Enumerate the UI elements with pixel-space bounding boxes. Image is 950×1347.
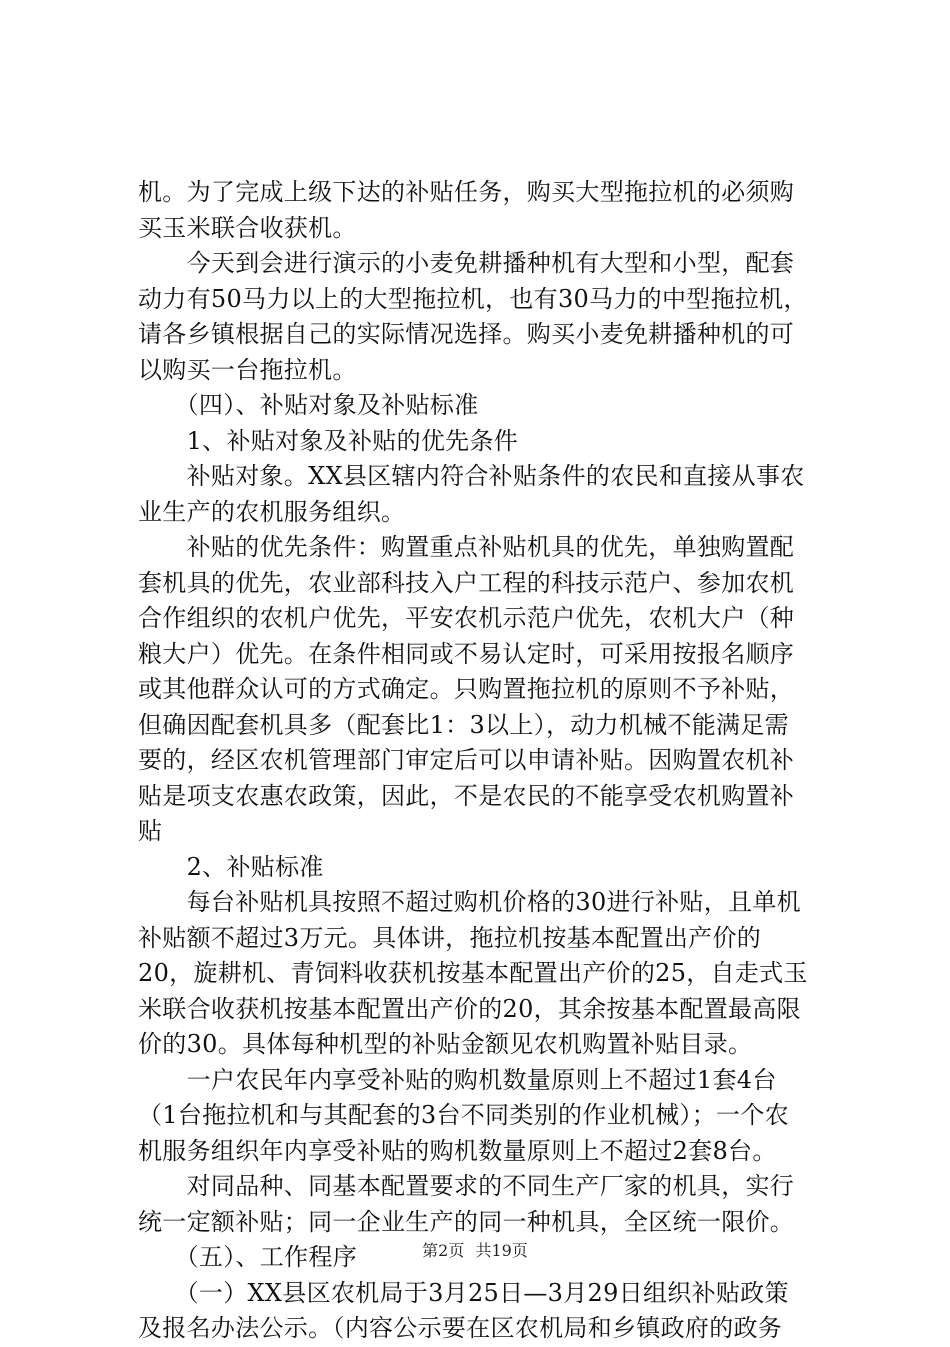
text-line: 价的30。具体每种机型的补贴金额见农机购置补贴目录。 bbox=[138, 1030, 753, 1058]
text-line: （一）XX县区农机局于3月25日—3月29日组织补贴政策 bbox=[138, 1278, 789, 1307]
page-total: 共19页 bbox=[475, 1241, 528, 1260]
text-line: 要的，经区农机管理部门审定后可以申请补贴。因购置农机补 bbox=[138, 746, 795, 774]
text-line: 业生产的农机服务组织。 bbox=[138, 497, 406, 526]
text-line: （1台拖拉机和与其配套的3台不同类别的作业机械）；一个农 bbox=[138, 1101, 789, 1129]
text-line: 一户农民年内享受补贴的购机数量原则上不超过1套4台 bbox=[138, 1065, 777, 1094]
text-line: 补贴额不超过3万元。具体讲，拖拉机按基本配置出产价的 bbox=[138, 923, 762, 952]
text-line: 贴是项支农惠农政策，因此，不是农民的不能享受农机购置补 bbox=[138, 781, 795, 810]
text-line: 米联合收获机按基本配置出产价的20，其余按基本配置最高限 bbox=[138, 994, 801, 1023]
text-line: 及报名办法公示。（内容公示要在区农机局和乡镇政府的政务 bbox=[138, 1314, 783, 1342]
text-line: 粮大户）优先。在条件相同或不易认定时，可采用按报名顺序 bbox=[138, 639, 795, 668]
text-line: （五）、工作程序 bbox=[138, 1243, 357, 1271]
text-line: 今天到会进行演示的小麦免耕播种机有大型和小型，配套 bbox=[138, 249, 795, 277]
text-line: 买玉米联合收获机。 bbox=[138, 213, 357, 242]
text-line: 套机具的优先，农业部科技入户工程的科技示范户、参加农机 bbox=[138, 568, 795, 597]
text-line: 合作组织的农机户优先，平安农机示范户优先，农机大户（种 bbox=[138, 604, 795, 632]
text-line: 但确因配套机具多（配套比1：3以上），动力机械不能满足需 bbox=[138, 710, 789, 739]
text-line: 机服务组织年内享受补贴的购机数量原则上不超过2套8台。 bbox=[138, 1136, 777, 1165]
text-line: 或其他群众认可的方式确定。只购置拖拉机的原则不予补贴， bbox=[138, 675, 795, 703]
text-line: 贴 bbox=[138, 817, 163, 845]
page-number: 第2页 bbox=[422, 1241, 465, 1260]
text-line: 以购买一台拖拉机。 bbox=[138, 355, 357, 384]
text-line: 统一定额补贴；同一企业生产的同一种机具，全区统一限价。 bbox=[138, 1207, 795, 1236]
text-line: 1、补贴对象及补贴的优先条件 bbox=[138, 426, 519, 455]
text-line: 补贴对象。XX县区辖内符合补贴条件的农民和直接从事农 bbox=[138, 462, 805, 490]
text-line: （四）、补贴对象及补贴标准 bbox=[138, 391, 479, 419]
text-line: 每台补贴机具按照不超过购机价格的30进行补贴，且单机 bbox=[138, 888, 801, 916]
text-line: 请各乡镇根据自己的实际情况选择。购买小麦免耕播种机的可 bbox=[138, 320, 795, 348]
text-line: 20，旋耕机、青饲料收获机按基本配置出产价的25，自走式玉 bbox=[138, 959, 808, 987]
document-body bbox=[138, 175, 838, 1347]
text-line: 2、补贴标准 bbox=[138, 852, 324, 881]
text-line: 机。为了完成上级下达的补贴任务，购买大型拖拉机的必须购 bbox=[138, 178, 795, 206]
text-line: 动力有50马力以上的大型拖拉机，也有30马力的中型拖拉机， bbox=[138, 284, 808, 313]
text-line: 对同品种、同基本配置要求的不同生产厂家的机具，实行 bbox=[138, 1172, 795, 1200]
page-footer bbox=[0, 1240, 950, 1262]
text-line: 补贴的优先条件：购置重点补贴机具的优先，单独购置配 bbox=[138, 533, 795, 561]
